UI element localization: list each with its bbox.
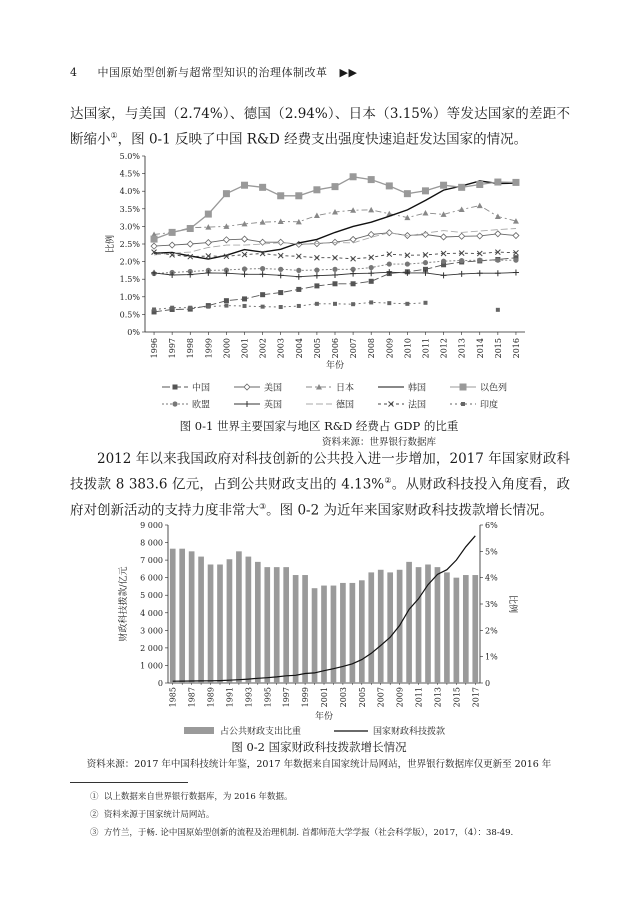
middle-text-2: 。从财政科技投入角度看，政府对创新活动的支持力度非常大 [70,476,571,518]
marker-square [243,304,247,308]
x-tick-label: 2016 [511,338,521,359]
marker-square [440,182,447,189]
marker-triangle [314,212,320,218]
x-tick-label: 2004 [294,338,304,359]
bar [179,549,185,683]
marker-diamond [495,231,501,237]
bar [321,586,327,683]
marker-plus [242,271,248,277]
bar [170,549,176,683]
footnote-mark: ① [90,792,99,802]
bar [435,567,441,683]
marker-plus [260,271,266,277]
x-tick-label: 2017 [471,687,481,708]
marker-triangle [495,214,501,220]
marker-dot [387,261,392,266]
marker-square [351,281,356,286]
book-title: 中国原始型创新与超常型知识的治理体制改革 [97,66,328,79]
marker-square [461,402,465,406]
marker-square [296,287,301,292]
x-tick-label: 2008 [367,338,377,359]
figure-0-1-caption: 图 0-1 世界主要国家与地区 R&D 经费占 GDP 的比重 [179,419,459,433]
bar [359,580,365,683]
marker-triangle [260,219,266,225]
marker-plus [441,272,447,278]
x-tick-label: 2003 [276,338,286,359]
marker-dot [314,267,319,272]
marker-triangle [422,210,428,216]
legend [184,725,445,735]
bar [312,588,318,683]
marker-square [173,385,178,390]
bar [368,572,374,683]
bar [350,583,356,683]
bar [293,575,299,683]
bar [444,572,450,683]
y-right-tick-label: 6% [485,521,498,530]
y-left-tick-label: 1 000 [140,661,163,671]
y-left-tick-label: 5 000 [140,591,163,601]
marker-square [351,302,355,306]
marker-square [314,283,319,288]
footnote-ref-1[interactable]: ① [110,131,118,140]
figure-0-1-chart [100,146,540,416]
marker-diamond [205,240,211,246]
marker-dot [242,266,247,271]
x-tick-label: 2015 [493,338,503,359]
marker-square [423,301,427,305]
marker-square [242,296,247,301]
x-tick-label: 2013 [457,338,467,359]
legend-swatch [184,727,214,734]
bar [387,572,393,683]
legend-label: 占公共财政支出比重 [220,727,302,735]
marker-square [224,304,228,308]
bar [217,565,223,684]
marker-square [151,236,158,243]
running-head [70,64,357,80]
marker-diamond [350,236,356,242]
marker-dot [405,261,410,266]
marker-dot [477,258,482,263]
marker-diamond [242,236,248,242]
bar [302,575,308,683]
marker-square [169,229,176,236]
x-tick-label: 2013 [433,687,443,708]
y-left-tick-label: 2 000 [140,643,163,653]
x-tick-label: 2011 [421,338,431,359]
marker-dot [172,401,177,406]
marker-x [333,255,338,260]
x-tick-label: 2001 [320,687,329,708]
y-left-axis-label: 财政科技拨款/亿元 [119,566,129,642]
figure-0-2-caption: 图 0-2 国家财政科技拨款增长情况 [231,740,407,754]
marker-diamond [187,241,193,247]
marker-triangle [368,207,374,213]
marker-square [368,176,375,183]
y-left-tick-label: 0 [157,679,163,688]
marker-square [313,186,320,193]
marker-x [278,253,283,258]
marker-diamond [244,384,250,390]
legend-label: 国家财政科技拨款 [373,727,446,735]
bar [198,557,204,683]
marker-dot [513,258,518,263]
marker-square [224,298,229,303]
marker-square [278,290,283,295]
intro-paragraph [70,104,570,151]
series-line [154,302,498,309]
x-tick-label: 1997 [168,338,178,359]
marker-square [260,292,265,297]
middle-text-end: 。图 0-2 为近年来国家财政科技拨款增长情况。 [266,502,553,518]
marker-square [496,308,500,312]
marker-plus [296,274,302,280]
x-tick-label: 2003 [338,687,348,708]
y-tick-label: 3.5% [119,204,140,214]
marker-diamond [223,237,229,243]
footnote-2 [90,808,214,820]
marker-diamond [513,233,519,239]
y-tick-label: 5.0% [119,152,140,161]
marker-square [279,305,283,309]
marker-dot [495,258,500,263]
footnote-text: 资料来源于国家统计局网站。 [103,810,215,820]
y-tick-label: 0.5% [119,310,140,320]
legend-label: 英国 [264,400,283,411]
footnote-text: 方竹兰，于畅. 论中国原始型创新的流程及治理机制. 首都师范大学学报（社会科学版），2017，（4）：38-49. [103,828,514,838]
legend-item [184,725,301,735]
footnote-ref-3[interactable]: ③ [259,501,267,511]
page-number: 4 [70,66,78,79]
x-tick-label: 1987 [187,687,197,708]
y-right-axis-label: 比例 [507,594,517,614]
legend-label: 欧盟 [192,400,211,411]
x-tick-label: 2010 [403,338,413,359]
intro-text: 达国家，与美国（2.74%）、德国（2.94%）、日本（3.15%）等发达国家的差距不断缩小 [70,106,570,148]
legend-label: 印度 [480,400,499,411]
marker-square [387,301,391,305]
figure-0-2-chart [110,517,530,735]
x-tick-label: 2007 [376,687,386,708]
marker-square [277,192,284,199]
y-right-tick-label: 1% [485,652,498,662]
marker-diamond [151,243,157,249]
x-axis-label: 年份 [314,712,334,722]
marker-triangle [477,203,483,209]
marker-plus [513,270,519,276]
marker-plus [495,270,501,276]
legend-item [162,382,210,394]
legend-label: 韩国 [408,383,427,394]
marker-diamond [169,242,175,248]
y-tick-label: 2.5% [119,240,140,249]
x-tick-label: 1997 [282,687,292,708]
marker-square [187,225,194,232]
footnote-ref-2[interactable]: ② [384,476,392,485]
y-left-tick-label: 3 000 [140,626,163,636]
marker-square [333,302,337,306]
bar [283,567,289,683]
marker-plus [244,401,250,407]
marker-dot [296,268,301,273]
marker-diamond [278,239,284,245]
x-tick-label: 2011 [414,687,424,708]
marker-dot [278,267,283,272]
x-tick-label: 2009 [395,687,405,708]
intro-text-end: ，图 0-1 反映了中国 R&D 经费支出强度快速追赶发达国家的情况。 [117,131,528,148]
marker-square [494,179,501,186]
marker-square [404,190,411,197]
marker-square [386,182,393,189]
x-tick-label: 2001 [240,338,250,359]
bar [416,567,422,683]
bar [246,557,252,683]
x-tick-label: 1999 [301,687,311,708]
marker-dot [459,258,464,263]
legend-label: 日本 [336,383,355,394]
marker-square [241,182,248,189]
marker-plus [314,273,320,279]
x-tick-label: 1996 [150,338,160,359]
marker-x [296,254,301,259]
marker-diamond [441,234,447,240]
y-tick-label: 0% [127,328,140,337]
x-tick-label: 2002 [258,338,268,359]
y-tick-label: 3.0% [119,222,140,232]
y-left-tick-label: 4 000 [140,608,163,618]
marker-triangle [459,207,465,213]
bar [454,578,460,683]
marker-square [295,192,302,199]
middle-paragraph [70,449,570,521]
marker-plus [477,270,483,276]
marker-plus [459,271,465,277]
marker-square [261,305,265,309]
x-tick-label: 2015 [452,687,462,708]
marker-square [512,179,519,186]
marker-dot [260,266,265,271]
bar [472,575,478,683]
x-tick-label: 1993 [244,687,254,708]
y-axis-label: 比例 [106,234,116,254]
legend-item [450,399,498,411]
marker-square [259,184,266,191]
marker-square [315,302,319,306]
legend-label: 中国 [192,383,211,394]
legend-item [306,399,354,411]
footnote-3 [90,826,513,838]
footnote-1 [90,790,292,802]
marker-diamond [260,239,266,245]
x-tick-label: 2009 [385,338,395,359]
figure-0-2-source: 资料来源：2017 年中国科技统计年鉴，2017 年数据来自国家统计局网站，世界银行数据库仅更新至 2016 年 [86,759,552,770]
marker-diamond [477,233,483,239]
marker-square [405,302,409,306]
marker-square [188,306,192,310]
y-left-tick-label: 7 000 [140,556,163,566]
footnote-mark: ③ [90,828,99,838]
legend-item [162,399,210,411]
x-tick-label: 1989 [206,687,216,708]
marker-square [206,305,210,309]
legend-label: 以色列 [480,383,508,394]
marker-square [205,211,212,218]
arrows-icon: ▶▶ [339,66,358,79]
bar [274,567,280,683]
x-tick-label: 2005 [312,338,322,359]
marker-plus [332,272,338,278]
x-tick-label: 1998 [186,338,196,359]
bar [406,562,412,683]
bar [208,565,214,684]
marker-square [458,184,465,191]
marker-square [350,173,357,180]
marker-dot [332,267,337,272]
footnote-rule [70,782,188,783]
series-bars [170,549,478,683]
marker-dot [441,259,446,264]
marker-diamond [459,233,465,239]
legend-item [378,382,426,394]
bar [189,551,195,683]
bar [378,570,384,683]
y-right-tick-label: 2% [485,626,498,636]
marker-square [333,281,338,286]
y-tick-label: 4.5% [119,169,140,179]
legend-label: 法国 [408,400,427,411]
bar [340,583,346,683]
bar [227,559,233,683]
legend-item [234,399,282,411]
x-tick-label: 1995 [263,687,273,708]
y-right-tick-label: 0 [485,679,491,688]
marker-square [170,306,174,310]
bar [463,575,469,683]
x-tick-label: 2012 [439,338,449,359]
marker-square [223,190,230,197]
legend-item [334,725,445,735]
x-tick-label: 2014 [475,338,485,359]
y-right-tick-label: 4% [485,573,498,583]
y-right-tick-label: 5% [485,547,498,557]
bar [236,551,242,683]
footnote-mark: ② [90,810,99,820]
marker-diamond [386,230,392,236]
marker-square [460,384,467,391]
y-left-tick-label: 6 000 [140,573,163,583]
legend-item [450,382,507,394]
x-tick-label: 2000 [222,338,232,359]
marker-square [422,187,429,194]
x-tick-label: 1991 [225,687,235,708]
marker-square [152,307,156,311]
legend-label: 美国 [264,383,283,394]
x-axis-label: 年份 [325,361,345,371]
marker-square [369,300,373,304]
y-right-tick-label: 3% [485,600,498,609]
bar [255,562,261,683]
x-tick-label: 2006 [331,338,340,359]
marker-square [297,304,301,308]
y-left-tick-label: 8 000 [140,538,163,548]
bar [264,567,270,683]
marker-x [314,255,319,260]
marker-plus [350,271,356,277]
y-tick-label: 1.5% [119,275,140,285]
marker-dot [369,265,374,270]
legend-item [306,382,354,394]
figure-0-1-source: 资料来源：世界银行数据库 [321,437,436,448]
legend-item [378,399,426,411]
marker-square [369,279,374,284]
x-tick-label: 2005 [357,687,367,708]
y-left-tick-label: 9 000 [140,521,163,530]
marker-square [332,183,339,190]
y-tick-label: 1.0% [119,292,140,302]
legend [162,382,507,411]
legend-item [234,382,282,394]
y-tick-label: 2.0% [119,257,140,267]
marker-dot [423,260,428,265]
y-tick-label: 4.0% [119,187,140,197]
marker-plus [368,270,374,276]
x-tick-label: 1999 [204,338,214,359]
footnote-text: 以上数据来自世界银行数据库，为 2016 年数据。 [103,792,293,802]
middle-text: 2012 年以来我国政府对科技创新的公共投入进一步增加，2017 年国家财政科技拨款 8 383.6 亿元，占到公共财政支出的 4.13% [70,451,570,493]
x-tick-label: 1985 [168,687,178,708]
marker-square [476,181,483,188]
x-tick-label: 2007 [349,338,359,359]
legend-label: 德国 [336,400,355,411]
marker-plus [278,272,284,278]
